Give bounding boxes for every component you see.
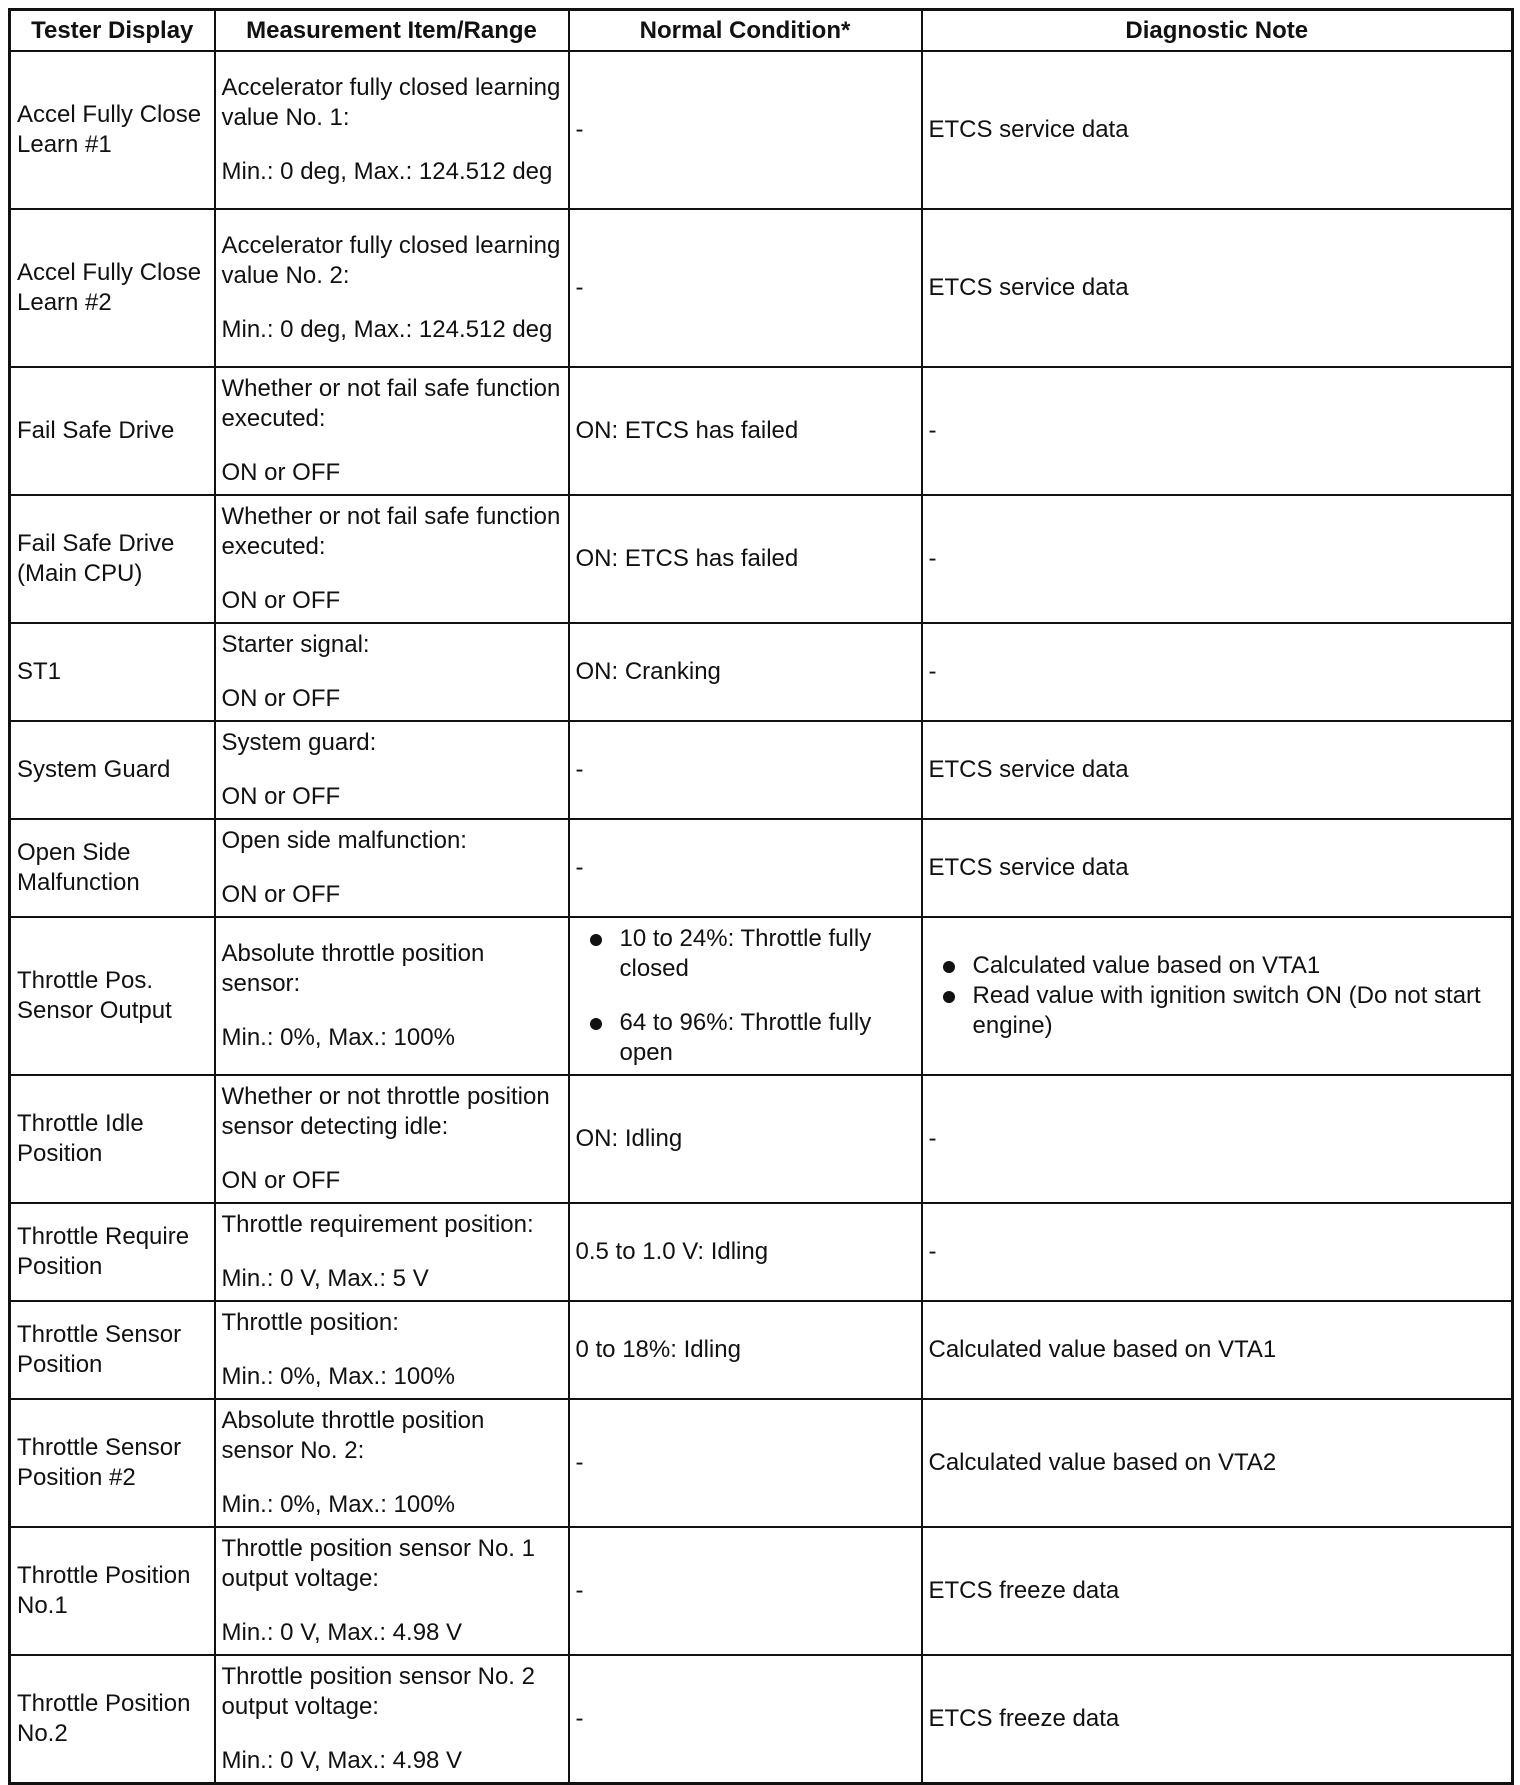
table-row — [10, 209, 1513, 367]
spacer — [222, 291, 562, 315]
header-normal-condition: Normal Condition* — [569, 10, 922, 52]
measurement-cell — [215, 1075, 569, 1203]
measurement-description: Whether or not fail safe function executed: — [221, 503, 561, 560]
normal-condition-cell: - — [569, 51, 922, 209]
spacer — [222, 1466, 562, 1490]
spacer — [222, 1722, 562, 1746]
diagnostic-note-cell: - — [922, 1203, 1513, 1301]
measurement-cell — [215, 1301, 569, 1399]
diagnostic-note-cell: ETCS freeze data — [922, 1527, 1513, 1655]
tester-display-cell: Accel Fully Close Learn #2 — [10, 209, 215, 367]
normal-condition-cell: - — [569, 721, 922, 819]
measurement-cell — [215, 1399, 569, 1527]
measurement-description: Whether or not fail safe function executed: — [221, 375, 561, 432]
tester-display-cell: Throttle Sensor Position #2 — [10, 1399, 215, 1527]
spacer — [222, 1240, 562, 1264]
document-sheet — [8, 8, 1511, 1785]
measurement-range: ON or OFF — [221, 783, 341, 810]
table-row — [10, 1527, 1513, 1655]
measurement-description: Accelerator fully closed learning value No. 1: — [221, 74, 561, 131]
normal-condition-cell: ON: Cranking — [569, 623, 922, 721]
normal-condition-cell: - — [569, 209, 922, 367]
table-row — [10, 819, 1513, 917]
table-row — [10, 495, 1513, 623]
header-diagnostic-note: Diagnostic Note — [922, 10, 1513, 52]
table-row — [10, 367, 1513, 495]
diagnostic-note-cell: ETCS service data — [922, 721, 1513, 819]
measurement-range: ON or OFF — [221, 881, 341, 908]
measurement-range: ON or OFF — [221, 587, 341, 614]
measurement-description: Whether or not throttle position sensor detecting idle: — [221, 1083, 550, 1140]
header-tester-display: Tester Display — [10, 10, 215, 52]
tester-display-cell: Throttle Idle Position — [10, 1075, 215, 1203]
tester-display-cell: Open Side Malfunction — [10, 819, 215, 917]
measurement-description: Throttle requirement position: — [221, 1211, 534, 1238]
list-item: 64 to 96%: Throttle fully open — [576, 1008, 915, 1068]
measurement-cell — [215, 721, 569, 819]
spacer — [222, 434, 562, 458]
spacer — [222, 856, 562, 880]
measurement-range: Min.: 0 V, Max.: 5 V — [221, 1265, 429, 1292]
normal-condition-cell: - — [569, 1655, 922, 1783]
measurement-range: Min.: 0%, Max.: 100% — [221, 1363, 455, 1390]
spacer — [222, 562, 562, 586]
normal-condition-cell: - — [569, 1399, 922, 1527]
measurement-cell — [215, 1655, 569, 1783]
table-row — [10, 623, 1513, 721]
measurement-range: Min.: 0 V, Max.: 4.98 V — [221, 1619, 463, 1646]
normal-condition-cell: - — [569, 1527, 922, 1655]
measurement-description: Throttle position sensor No. 2 output voltage: — [221, 1662, 535, 1720]
measurement-cell — [215, 1203, 569, 1301]
spacer — [222, 758, 562, 782]
measurement-range: Min.: 0 V, Max.: 4.98 V — [221, 1746, 463, 1774]
list-item: 10 to 24%: Throttle fully closed — [576, 924, 915, 984]
spacer — [222, 660, 562, 684]
diagnostic-note-cell: ETCS service data — [922, 51, 1513, 209]
diagnostic-note-list — [929, 951, 1506, 1041]
measurement-description: Starter signal: — [221, 631, 370, 658]
diagnostic-note-cell: - — [922, 623, 1513, 721]
diagnostic-note-cell: ETCS freeze data — [922, 1655, 1513, 1783]
spacer — [222, 999, 562, 1023]
diagnostic-note-cell — [922, 917, 1513, 1075]
measurement-description: System guard: — [221, 729, 377, 756]
normal-condition-cell: - — [569, 819, 922, 917]
table-row — [10, 1655, 1513, 1783]
diagnostic-note-cell: ETCS service data — [922, 819, 1513, 917]
tester-display-cell: ST1 — [10, 623, 215, 721]
measurement-range: Min.: 0 deg, Max.: 124.512 deg — [221, 316, 553, 343]
measurement-cell — [215, 209, 569, 367]
tester-display-cell: Throttle Position No.1 — [10, 1527, 215, 1655]
spacer — [222, 1338, 562, 1362]
tester-display-cell: Throttle Require Position — [10, 1203, 215, 1301]
tester-display-cell: Accel Fully Close Learn #1 — [10, 51, 215, 209]
measurement-range: ON or OFF — [221, 685, 341, 712]
table-row — [10, 1203, 1513, 1301]
data-list-table — [8, 8, 1514, 1785]
normal-condition-cell: ON: Idling — [569, 1075, 922, 1203]
measurement-description: Absolute throttle position sensor No. 2: — [221, 1407, 485, 1464]
measurement-cell — [215, 819, 569, 917]
list-item: Calculated value based on VTA1 — [929, 951, 1506, 981]
diagnostic-note-cell: - — [922, 495, 1513, 623]
tester-display-cell: System Guard — [10, 721, 215, 819]
normal-condition-list — [576, 924, 915, 1068]
list-item: Read value with ignition switch ON (Do not start engine) — [929, 981, 1506, 1041]
measurement-cell — [215, 495, 569, 623]
table-row — [10, 51, 1513, 209]
spacer — [222, 133, 562, 157]
measurement-range: ON or OFF — [221, 1167, 341, 1194]
measurement-description: Accelerator fully closed learning value No. 2: — [221, 232, 561, 289]
measurement-cell — [215, 367, 569, 495]
measurement-cell — [215, 917, 569, 1075]
table-row — [10, 1399, 1513, 1527]
measurement-cell — [215, 51, 569, 209]
normal-condition-cell: 0 to 18%: Idling — [569, 1301, 922, 1399]
normal-condition-cell: ON: ETCS has failed — [569, 495, 922, 623]
measurement-description: Throttle position: — [221, 1309, 399, 1336]
measurement-range: ON or OFF — [221, 459, 341, 486]
diagnostic-note-cell: ETCS service data — [922, 209, 1513, 367]
table-row — [10, 917, 1513, 1075]
diagnostic-note-cell: Calculated value based on VTA2 — [922, 1399, 1513, 1527]
measurement-description: Throttle position sensor No. 1 output voltage: — [221, 1535, 535, 1592]
measurement-range: Min.: 0 deg, Max.: 124.512 deg — [221, 158, 553, 185]
diagnostic-note-cell: - — [922, 367, 1513, 495]
measurement-cell — [215, 1527, 569, 1655]
table-row — [10, 1301, 1513, 1399]
spacer — [222, 1594, 562, 1618]
measurement-cell — [215, 623, 569, 721]
tester-display-cell: Fail Safe Drive (Main CPU) — [10, 495, 215, 623]
spacer — [222, 1142, 562, 1166]
measurement-range: Min.: 0%, Max.: 100% — [221, 1024, 455, 1051]
normal-condition-cell: 0.5 to 1.0 V: Idling — [569, 1203, 922, 1301]
table-row — [10, 721, 1513, 819]
tester-display-cell: Fail Safe Drive — [10, 367, 215, 495]
normal-condition-cell — [569, 917, 922, 1075]
tester-display-cell: Throttle Sensor Position — [10, 1301, 215, 1399]
header-measurement: Measurement Item/Range — [215, 10, 569, 52]
diagnostic-note-cell: - — [922, 1075, 1513, 1203]
measurement-description: Open side malfunction: — [221, 827, 467, 854]
tester-display-cell: Throttle Pos. Sensor Output — [10, 917, 215, 1075]
normal-condition-cell: ON: ETCS has failed — [569, 367, 922, 495]
table-row — [10, 1075, 1513, 1203]
table-header-row — [10, 10, 1513, 52]
measurement-range: Min.: 0%, Max.: 100% — [221, 1491, 455, 1518]
tester-display-cell: Throttle Position No.2 — [10, 1655, 215, 1783]
diagnostic-note-cell: Calculated value based on VTA1 — [922, 1301, 1513, 1399]
measurement-description: Absolute throttle position sensor: — [221, 940, 485, 997]
